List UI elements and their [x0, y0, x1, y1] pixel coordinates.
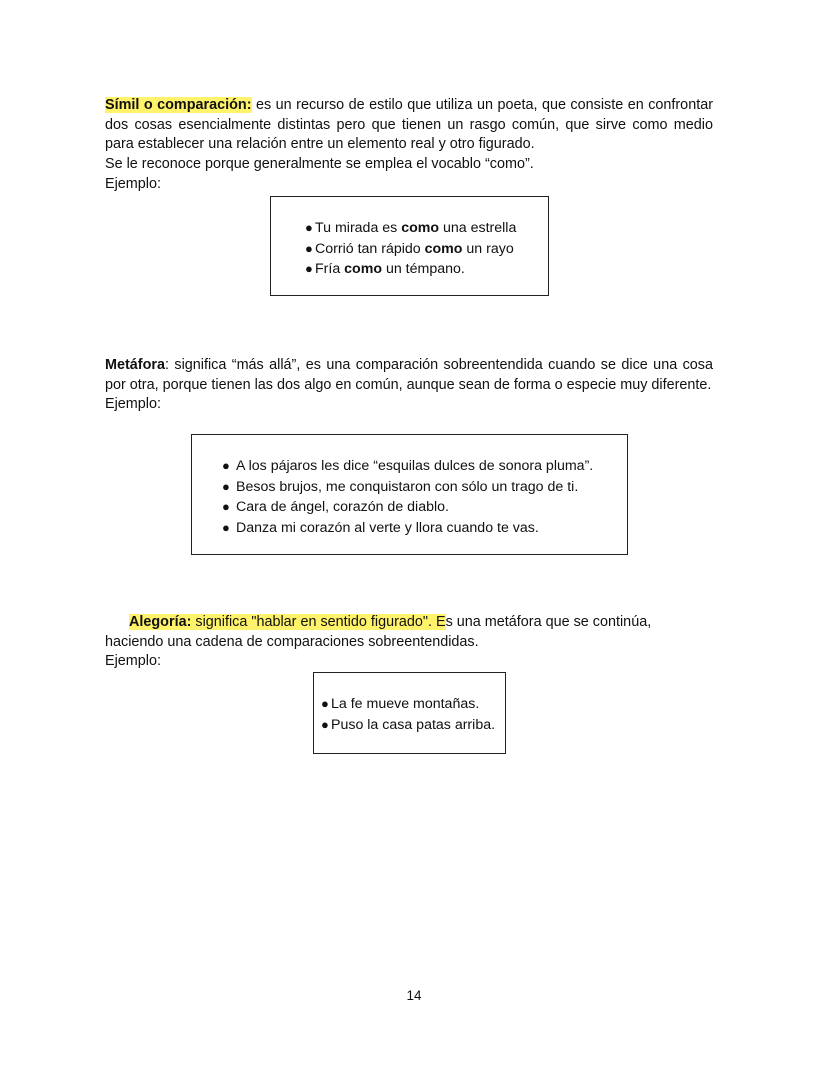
alegoria-term: Alegoría: — [129, 614, 192, 630]
simil-definition — [105, 96, 713, 155]
metafora-example-list — [222, 456, 627, 539]
list-item: ● A los pájaros les dice “esquilas dulces de sonora pluma”. — [222, 458, 594, 474]
list-item: ● Danza mi corazón al verte y llora cuando te vas. — [222, 520, 539, 537]
alegoria-example-box — [313, 672, 506, 754]
metafora-term: Metáfora — [105, 357, 165, 373]
alegoria-example-list — [321, 694, 505, 735]
metafora-definition — [105, 356, 713, 395]
simil-term: Símil o comparación: — [105, 97, 252, 113]
alegoria-def-text: s una metáfora que se continúa, haciendo una cadena de comparaciones sobreentendidas. — [105, 614, 652, 650]
metafora-example-label: Ejemplo: — [105, 396, 161, 413]
simil-section — [105, 96, 713, 195]
bullet-icon: ● — [305, 220, 313, 235]
alegoria-section — [105, 613, 713, 672]
list-item: ● Puso la casa patas arriba. — [321, 716, 496, 733]
list-item: ● Cara de ángel, corazón de diablo. — [222, 499, 449, 516]
alegoria-example-label: Ejemplo: — [105, 653, 161, 670]
simil-example-label: Ejemplo: — [105, 175, 161, 192]
bullet-icon: ● — [321, 696, 329, 711]
bullet-icon: ● — [305, 261, 313, 277]
list-item: ● La fe mueve montañas. — [321, 696, 480, 712]
bullet-icon: ● — [222, 458, 230, 473]
list-item: ● Besos brujos, me conquistaron con sólo un trago de ti. — [222, 478, 579, 495]
bullet-icon: ● — [222, 520, 230, 536]
simil-example-box — [270, 196, 549, 296]
simil-example-list — [305, 218, 548, 280]
simil-def-text: es un recurso de estilo que utiliza un poeta, que consiste en confrontar dos cosas esencialmente distintas pero que tienen un rasgo común, que sirve como medio para establecer una relación entre un elemento real y otro figurado. — [105, 97, 713, 153]
metafora-section — [105, 356, 713, 415]
bullet-icon: ● — [222, 499, 230, 515]
alegoria-def-highlight: significa "hablar en sentido figurado". E — [191, 614, 446, 630]
simil-note: Se le reconoce porque generalmente se emplea el vocablo “como”. — [105, 156, 534, 173]
metafora-def-text: : significa “más allá”, es una comparación sobreentendida cuando se dice una cosa por otra, porque tienen las dos algo en común, aunque sean de forma o especie muy diferente. — [105, 357, 713, 393]
list-item: ● Corrió tan rápido como un rayo — [305, 240, 514, 257]
list-item: ● Fría como un témpano. — [305, 261, 465, 278]
alegoria-definition — [105, 613, 713, 652]
bullet-icon: ● — [321, 716, 329, 732]
bullet-icon: ● — [305, 240, 313, 256]
metafora-example-box — [191, 434, 628, 555]
list-item: ● Tu mirada es como una estrella — [305, 220, 517, 236]
page-number: 14 — [406, 988, 422, 1003]
bullet-icon: ● — [222, 478, 230, 494]
